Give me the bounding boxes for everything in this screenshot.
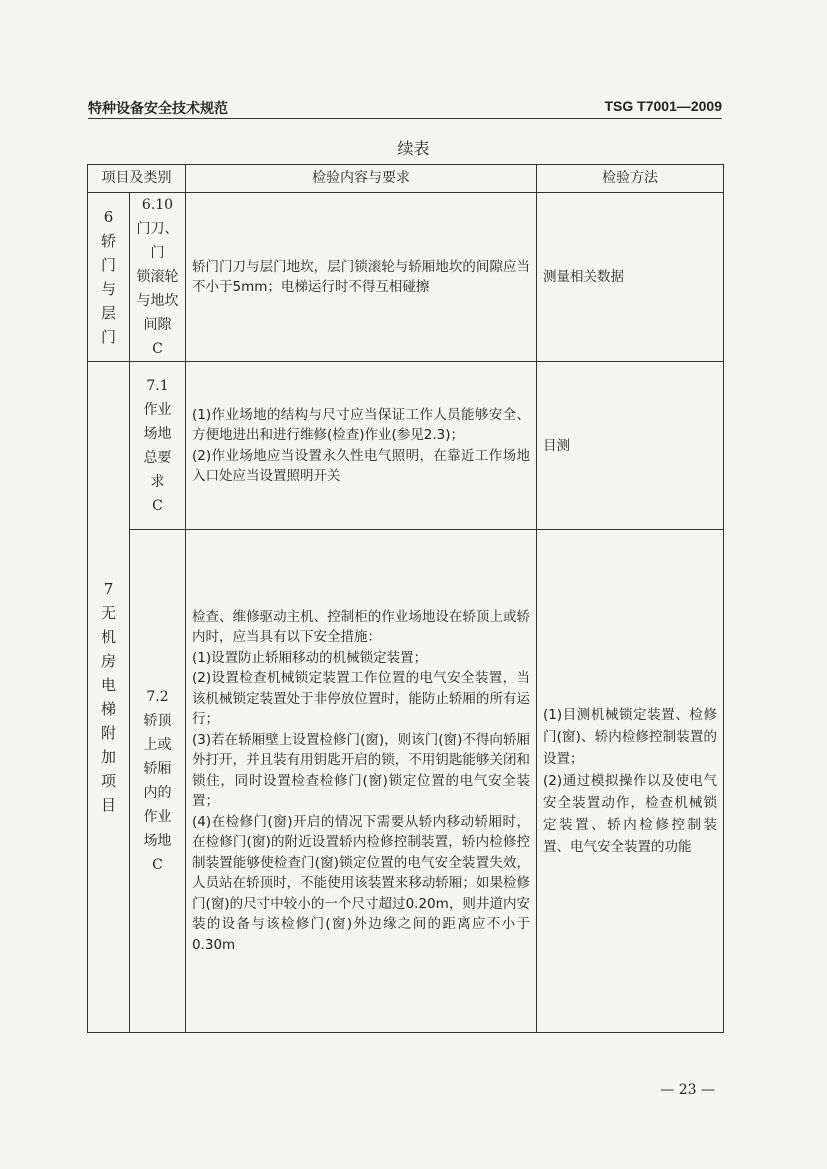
- text-line: 梯: [100, 700, 116, 718]
- text-line: 门刀、门: [136, 221, 179, 261]
- method-cell: [537, 530, 724, 1033]
- header-standard-code: TSG T7001—2009: [604, 98, 722, 114]
- text-line: (3)若在轿厢壁上设置检修门(窗)，则该门(窗)不得向轿厢外打开，并且装有用钥匙开启的锁，不用钥匙能够关闭和锁住，同时设置检查检修门(窗)锁定位置的电气安全装置；: [192, 731, 530, 810]
- text-line: 门: [100, 328, 116, 346]
- text-line: 6.10: [141, 197, 174, 213]
- text-line: 间隙: [143, 317, 172, 333]
- group-label: [88, 362, 130, 1033]
- text-line: 轿顶: [143, 713, 172, 729]
- table-row: [88, 530, 724, 1033]
- text-line: (1)设置防止轿厢移动的机械锁定装置；: [192, 649, 428, 666]
- requirement-cell: [186, 362, 537, 530]
- text-line: 锁滚轮: [136, 269, 179, 285]
- text-line: (1)作业场地的结构与尺寸应当保证工作人员能够安全、方便地进出和进行维修(检查)作业(参见2.3)；: [192, 406, 530, 443]
- text-line: 电: [100, 676, 116, 694]
- table-header-row: [88, 165, 724, 193]
- text-line: (2)作业场地应当设置永久性电气照明，在靠近工作场地入口处应当设置照明开关: [192, 447, 530, 484]
- method-cell: [537, 193, 724, 362]
- text-line: (2)通过模拟操作以及使电气安全装置动作，检查机械锁定装置、轿内检修控制装置、电气安全装置的功能: [543, 773, 717, 855]
- text-line: (4)在检修门(窗)开启的情况下需要从轿内移动轿厢时，在检修门(窗)的附近设置轿内检修控制装置，轿内检修控制装置能够使检查门(窗)锁定位置的电气安全装置失效，人员站在轿顶时，不能使用该装置来移动轿厢；如果检修门(窗)的尺寸中较小的一个尺寸超过0.20m，则井道内安装的设备与该检修门(窗)外边缘之间的距离应不小于0.30m: [192, 813, 530, 953]
- text-line: 目: [100, 796, 116, 814]
- text-line: 作业: [143, 809, 172, 825]
- text-line: 测量相关数据: [543, 269, 624, 285]
- text-line: 无: [100, 604, 116, 622]
- text-line: C: [152, 497, 163, 514]
- text-line: (1)目测机械锁定装置、检修门(窗)、轿内检修控制装置的设置；: [543, 707, 717, 767]
- item-label: [130, 193, 186, 362]
- text-line: 轿: [100, 232, 116, 250]
- requirement-cell: [186, 193, 537, 362]
- text-line: 场地: [143, 425, 172, 442]
- requirement-cell: [186, 530, 537, 1033]
- table-row: [88, 193, 724, 362]
- text-line: 6: [103, 208, 114, 226]
- column-header-item: 项目及类别: [88, 165, 186, 193]
- text-line: 总要: [143, 449, 172, 466]
- text-line: C: [152, 341, 163, 357]
- text-line: (2)设置检查机械锁定装置工作位置的电气安全装置，当该机械锁定装置处于非停放位置时，能防止轿厢的所有运行；: [192, 670, 530, 728]
- text-line: 内的: [143, 785, 172, 801]
- text-line: 7.1: [146, 377, 169, 394]
- method-cell: [537, 362, 724, 530]
- table-row: [88, 362, 724, 530]
- text-line: 与: [100, 280, 116, 298]
- text-line: 机: [100, 628, 116, 646]
- table-caption: 续表: [397, 139, 430, 158]
- item-label: [130, 530, 186, 1033]
- group-label: [88, 193, 130, 362]
- text-line: 与地坎: [136, 293, 179, 309]
- page-number: — 23 —: [660, 1082, 715, 1098]
- text-line: 作业: [143, 401, 172, 418]
- text-line: 加: [100, 748, 116, 766]
- text-line: 项: [100, 772, 116, 790]
- text-line: 房: [100, 652, 116, 670]
- text-line: 7.2: [146, 689, 169, 705]
- text-line: 上或: [143, 737, 172, 753]
- text-line: 场地: [143, 833, 172, 849]
- inspection-table: [87, 164, 724, 1033]
- text-line: 轿厢: [143, 761, 172, 777]
- text-line: 7: [103, 580, 114, 598]
- text-line: C: [152, 857, 163, 873]
- text-line: 门: [100, 256, 116, 274]
- text-line: 层: [100, 304, 116, 322]
- text-line: 检查、维修驱动主机、控制柜的作业场地设在轿顶上或轿内时，应当具有以下安全措施：: [192, 608, 530, 646]
- column-header-method: 检验方法: [537, 165, 724, 193]
- header-title: 特种设备安全技术规范: [88, 101, 228, 117]
- text-line: 求: [150, 473, 165, 490]
- item-label: [130, 362, 186, 530]
- text-line: 目测: [543, 437, 570, 454]
- text-line: 附: [100, 724, 116, 742]
- text-line: 轿门门刀与层门地坎，层门锁滚轮与轿厢地坎的间隙应当不小于5mm；电梯运行时不得互相碰擦: [192, 258, 530, 295]
- column-header-requirement: 检验内容与要求: [186, 165, 537, 193]
- header-rule: [88, 118, 722, 119]
